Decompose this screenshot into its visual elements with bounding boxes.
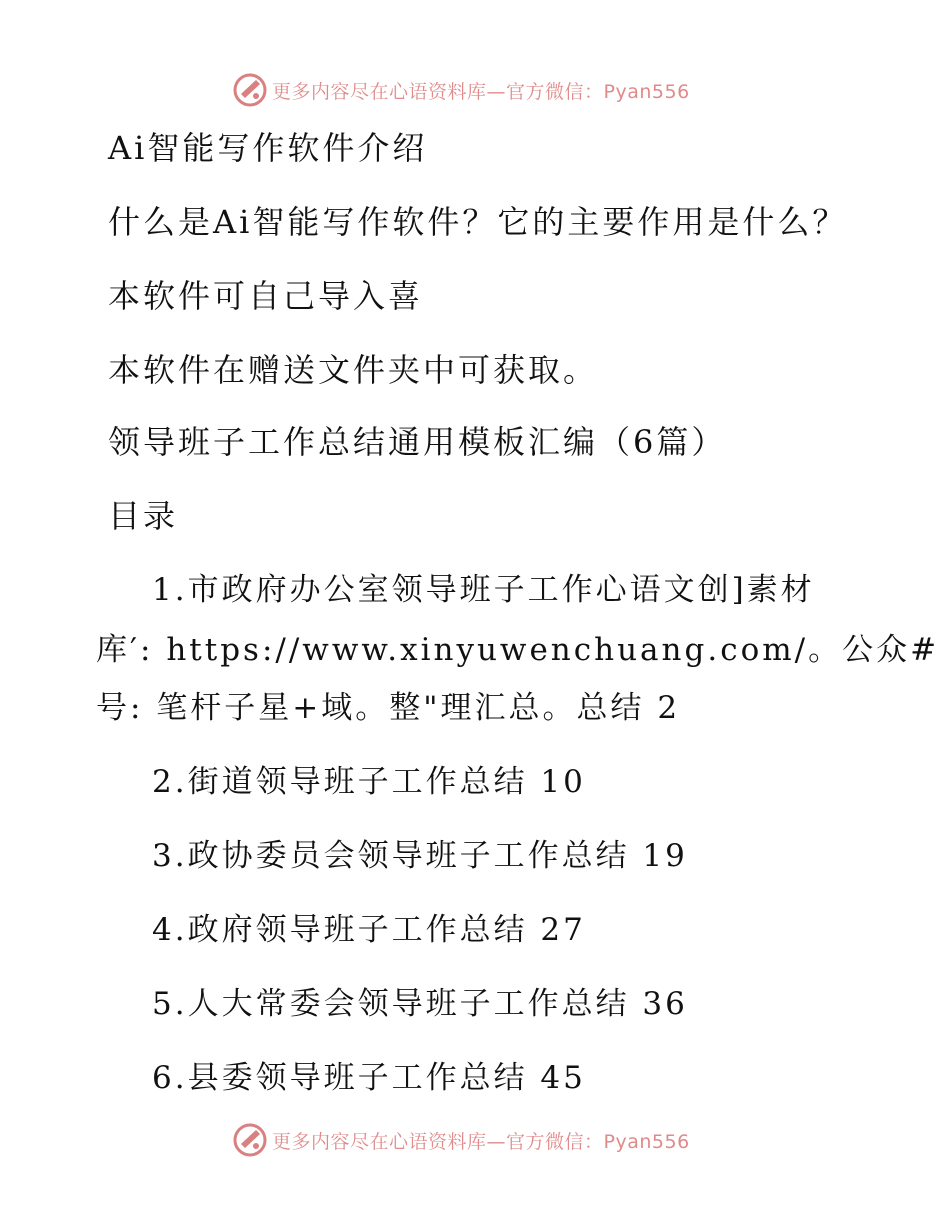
toc-label: 目录 [108,497,179,535]
watermark-text: 更多内容尽在心语资料库—官方微信：Pyan556 [272,80,690,103]
footer-watermark [232,1120,690,1160]
watermark-text: 更多内容尽在心语资料库—官方微信：Pyan556 [272,1130,690,1153]
toc-item-2: 2.街道领导班子工作总结 10 [152,764,586,800]
toc-item-3: 3.政协委员会领导班子工作总结 19 [152,838,688,874]
intro-line-folder: 本软件在赠送文件夹中可获取。 [108,351,599,389]
header-watermark [232,70,690,110]
toc-item-1-line-2: 库′: https://www.xinyuwenchuang.com/。公众# [96,632,940,668]
toc-item-5: 5.人大常委会领导班子工作总结 36 [152,986,688,1022]
document-title: Ai智能写作软件介绍 [108,129,428,167]
toc-item-1-line-1: 1.市政府办公室领导班子工作心语文创]素材 [152,572,815,608]
pen-logo-icon [232,72,268,108]
section-heading: 领导班子工作总结通用模板汇编（6篇） [108,423,727,461]
toc-item-4: 4.政府领导班子工作总结 27 [152,912,586,948]
pen-logo-icon [232,1122,268,1158]
toc-item-6: 6.县委领导班子工作总结 45 [152,1060,586,1096]
toc-item-1-line-3: 号: 笔杆子星+域。整"理汇总。总结 2 [96,690,681,726]
intro-line-import: 本软件可自己导入喜 [108,277,424,315]
intro-question: 什么是Ai智能写作软件？它的主要作用是什么？ [108,203,848,241]
